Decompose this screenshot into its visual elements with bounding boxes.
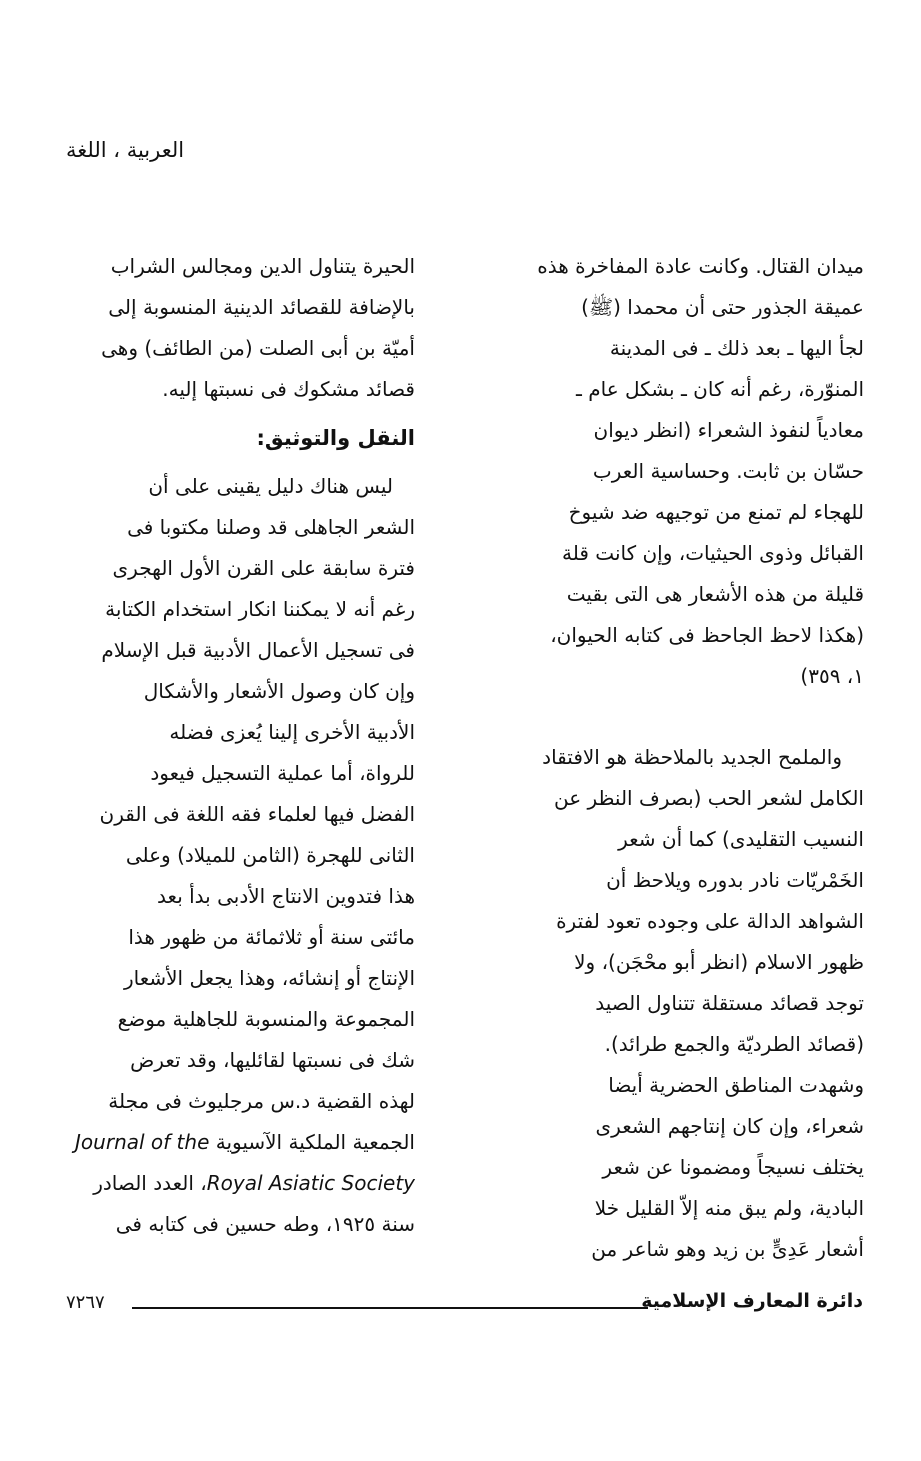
text-line: البادية، ولم يبق منه إلاّ القليل خلا [594, 1196, 864, 1220]
text-line: ليس هناك دليل يقينى على أن [148, 474, 393, 498]
text-line: القبائل وذوى الحيثيات، وإن كانت قلة [562, 541, 864, 565]
text-line: المنوّرة، رغم أنه كان ـ بشكل عام ـ [576, 377, 864, 401]
text-line: (قصائد الطرديّة والجمع طرائد). [604, 1032, 864, 1056]
text-line: والملمح الجديد بالملاحظة هو الافتقاد [542, 745, 842, 769]
text-line: للرواة، أما عملية التسجيل فيعود [150, 761, 415, 785]
footer-title: دائرة المعارف الإسلامية [641, 1290, 863, 1312]
text-line: لجأ اليها ـ بعد ذلك ـ فى المدينة [609, 336, 864, 360]
text-line: الفضل فيها لعلماء فقه اللغة فى القرن [99, 802, 415, 826]
text-line: ميدان القتال. وكانت عادة المفاخرة هذه [537, 254, 864, 278]
text-line: مائتى سنة أو ثلاثمائة من ظهور هذا [128, 925, 415, 949]
text-line: هذا فتدوين الانتاج الأدبى بدأ بعد [157, 884, 415, 908]
text-line: شك فى نسبتها لقائليها، وقد تعرض [130, 1048, 415, 1072]
section-heading: النقل والتوثيق: [256, 426, 415, 450]
running-header: العربية ، اللغة [66, 138, 185, 162]
text-line: وإن كان وصول الأشعار والأشكال [143, 679, 415, 703]
text-line: (هكذا لاحظ الجاحظ فى كتابه الحيوان، [550, 623, 864, 647]
text-line: توجد قصائد مستقلة تتناول الصيد [595, 991, 864, 1015]
text-line: رغم أنه لا يمكننا انكار استخدام الكتابة [105, 597, 415, 621]
text-line [67, 1122, 415, 1163]
text-line: الكامل لشعر الحب (بصرف النظر عن [553, 786, 864, 810]
journal-name-english: Journal of the [75, 1130, 210, 1154]
text-line: بالإضافة للقصائد الدينية المنسوبة إلى [108, 295, 415, 319]
paragraph [470, 737, 864, 1270]
text-line: الشواهد الدالة على وجوده تعود لفترة [556, 909, 864, 933]
text-line: معادياً لنفوذ الشعراء (انظر ديوان [593, 418, 864, 442]
paragraph [67, 246, 415, 410]
text-line: للهجاء لم تمنع من توجيهه ضد شيوخ [568, 500, 864, 524]
journal-name-arabic: الجمعية الملكية الآسيوية [215, 1130, 415, 1154]
text-line: أميّة بن أبى الصلت (من الطائف) وهى [101, 336, 415, 360]
text-line: قليلة من هذه الأشعار هى التى بقيت [566, 582, 864, 606]
text-line [67, 1163, 415, 1204]
text-line: ١، ٣٥٩) [800, 664, 864, 688]
text-line: يختلف نسيجاً ومضمونا عن شعر [602, 1155, 864, 1179]
right-column [470, 246, 864, 1270]
text-fragment: ، العدد الصادر [93, 1171, 207, 1195]
text-line: الشعر الجاهلى قد وصلنا مكتوبا فى [127, 515, 415, 539]
text-line: فترة سابقة على القرن الأول الهجرى [112, 556, 415, 580]
text-line: حسّان بن ثابت. وحساسية العرب [592, 459, 864, 483]
text-line: لهذه القضية د.س مرجليوث فى مجلة [108, 1089, 415, 1113]
text-line: عميقة الجذور حتى أن محمدا (ﷺ) [581, 295, 864, 319]
text-line: الإنتاج أو إنشائه، وهذا يجعل الأشعار [123, 966, 415, 990]
text-line: المجموعة والمنسوبة للجاهلية موضع [117, 1007, 415, 1031]
paragraph [470, 246, 864, 697]
text-line: شعراء، وإن كان إنتاجهم الشعرى [595, 1114, 864, 1138]
left-column [67, 246, 415, 1245]
text-line: الأدبية الأخرى إلينا يُعزى فضله [169, 720, 415, 744]
text-line: الحيرة يتناول الدين ومجالس الشراب [110, 254, 415, 278]
paragraph [67, 466, 415, 1245]
page-number: ٧٢٦٧ [66, 1292, 105, 1313]
paragraph-gap [470, 697, 864, 737]
text-line: فى تسجيل الأعمال الأدبية قبل الإسلام [101, 638, 415, 662]
text-line: وشهدت المناطق الحضرية أيضا [608, 1073, 864, 1097]
page-footer [66, 1290, 863, 1322]
text-line: ظهور الاسلام (انظر أبو محْجَن)، ولا [574, 950, 864, 974]
society-name-english: Royal Asiatic Society [206, 1171, 415, 1195]
footer-rule [132, 1307, 648, 1309]
text-line: الخَمْريّات نادر بدوره ويلاحظ أن [606, 868, 864, 892]
text-line: النسيب التقليدى) كما أن شعر [618, 827, 864, 851]
text-line: سنة ١٩٢٥، وطه حسين فى كتابه فى [115, 1212, 415, 1236]
text-line: الثانى للهجرة (الثامن للميلاد) وعلى [125, 843, 415, 867]
text-line: قصائد مشكوك فى نسبتها إليه. [162, 377, 415, 401]
text-line: أشعار عَدِىٍّ بن زيد وهو شاعر من [591, 1237, 864, 1261]
